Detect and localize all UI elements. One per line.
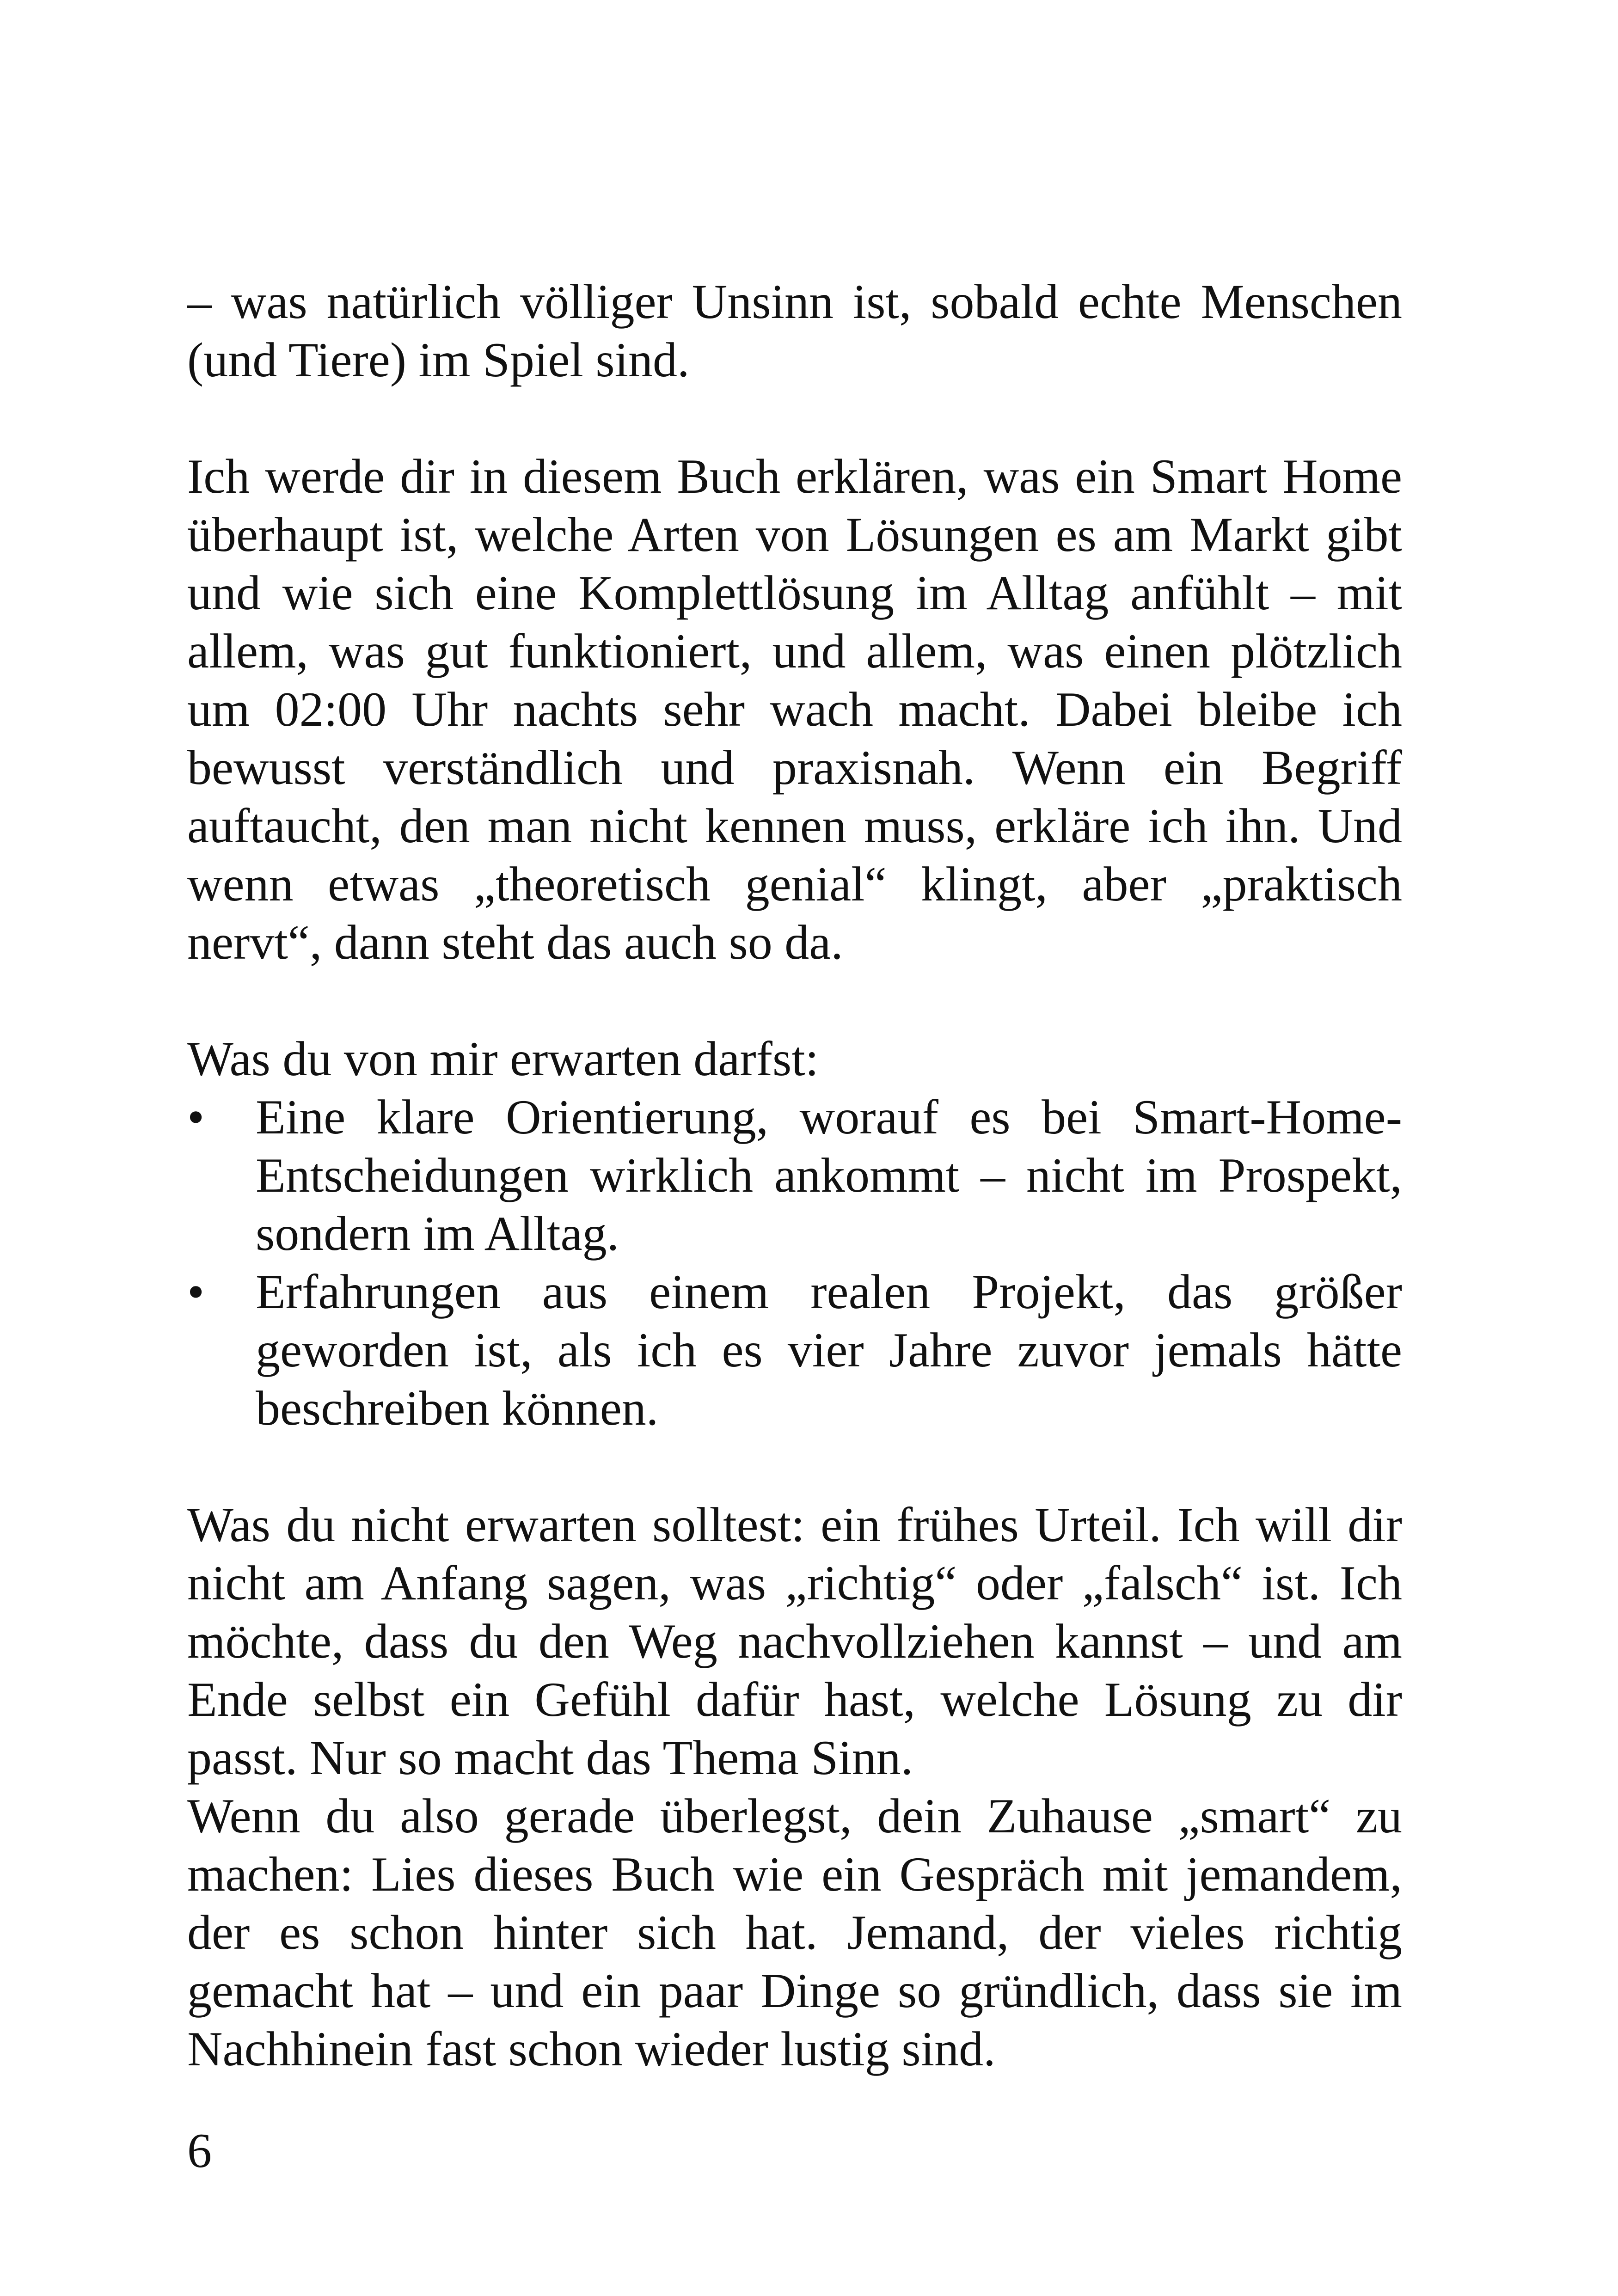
bullet-icon: • [187, 1265, 205, 1319]
list-item [187, 1088, 1402, 1263]
paragraph-book-overview: Ich werde dir in diesem Buch erklären, was ein Smart Home überhaupt ist, welche Arten von Lösungen es am Markt gibt und wie sich eine Komplettlösung im Alltag anfühlt – mit allem, was gut funktioniert, und allem, was einen plötzlich um 02:00 Uhr nachts sehr wach macht. Dabei bleibe ich bewusst verständlich und praxisnah. Wenn ein Begriff auftaucht, den man nicht kennen muss, erkläre ich ihn. Und wenn etwas „theoretisch genial“ klingt, aber „praktisch nervt“, dann steht das auch so da. [187, 449, 1402, 969]
paragraph-intro: – was natürlich völliger Unsinn ist, sobald echte Menschen (und Tiere) im Spiel sind. [187, 275, 1402, 387]
expectations-list [187, 1088, 1402, 1438]
paragraph-no-early-verdict: Was du nicht erwarten solltest: ein frühes Urteil. Ich will dir nicht am Anfang sagen, was „richtig“ oder „falsch“ ist. Ich möchte, dass du den Weg nachvollziehen kannst – und am Ende selbst ein Gefühl dafür hast, welche Lösung zu dir passt. Nur so macht das Thema Sinn. [187, 1498, 1402, 1785]
paragraph-gap [187, 972, 1402, 1030]
bullet-icon: • [187, 1090, 205, 1144]
paragraph-gap [187, 389, 1402, 447]
list-item-text: Eine klare Orientierung, worauf es bei Smart-Home-Entscheidungen wirklich ankommt – nicht im Prospekt, sondern im Alltag. [256, 1090, 1402, 1261]
paragraph-closing: Wenn du also gerade überlegst, dein Zuhause „smart“ zu machen: Lies dieses Buch wie ein Gespräch mit jemandem, der es schon hinter sich hat. Jemand, der vieles richtig gemacht hat – und ein paar Dinge so gründlich, dass sie im Nachhinein fast schon wieder lustig sind. [187, 1789, 1402, 2076]
page-body [187, 273, 1402, 2078]
list-item-text: Erfahrungen aus einem realen Projekt, das größer geworden ist, als ich es vier Jahre zuvor jemals hätte beschreiben können. [256, 1265, 1402, 1435]
page-number: 6 [187, 2124, 212, 2178]
paragraph-gap [187, 1438, 1402, 1496]
list-item [187, 1263, 1402, 1438]
paragraph-expectations-heading: Was du von mir erwarten darfst: [187, 1032, 819, 1086]
